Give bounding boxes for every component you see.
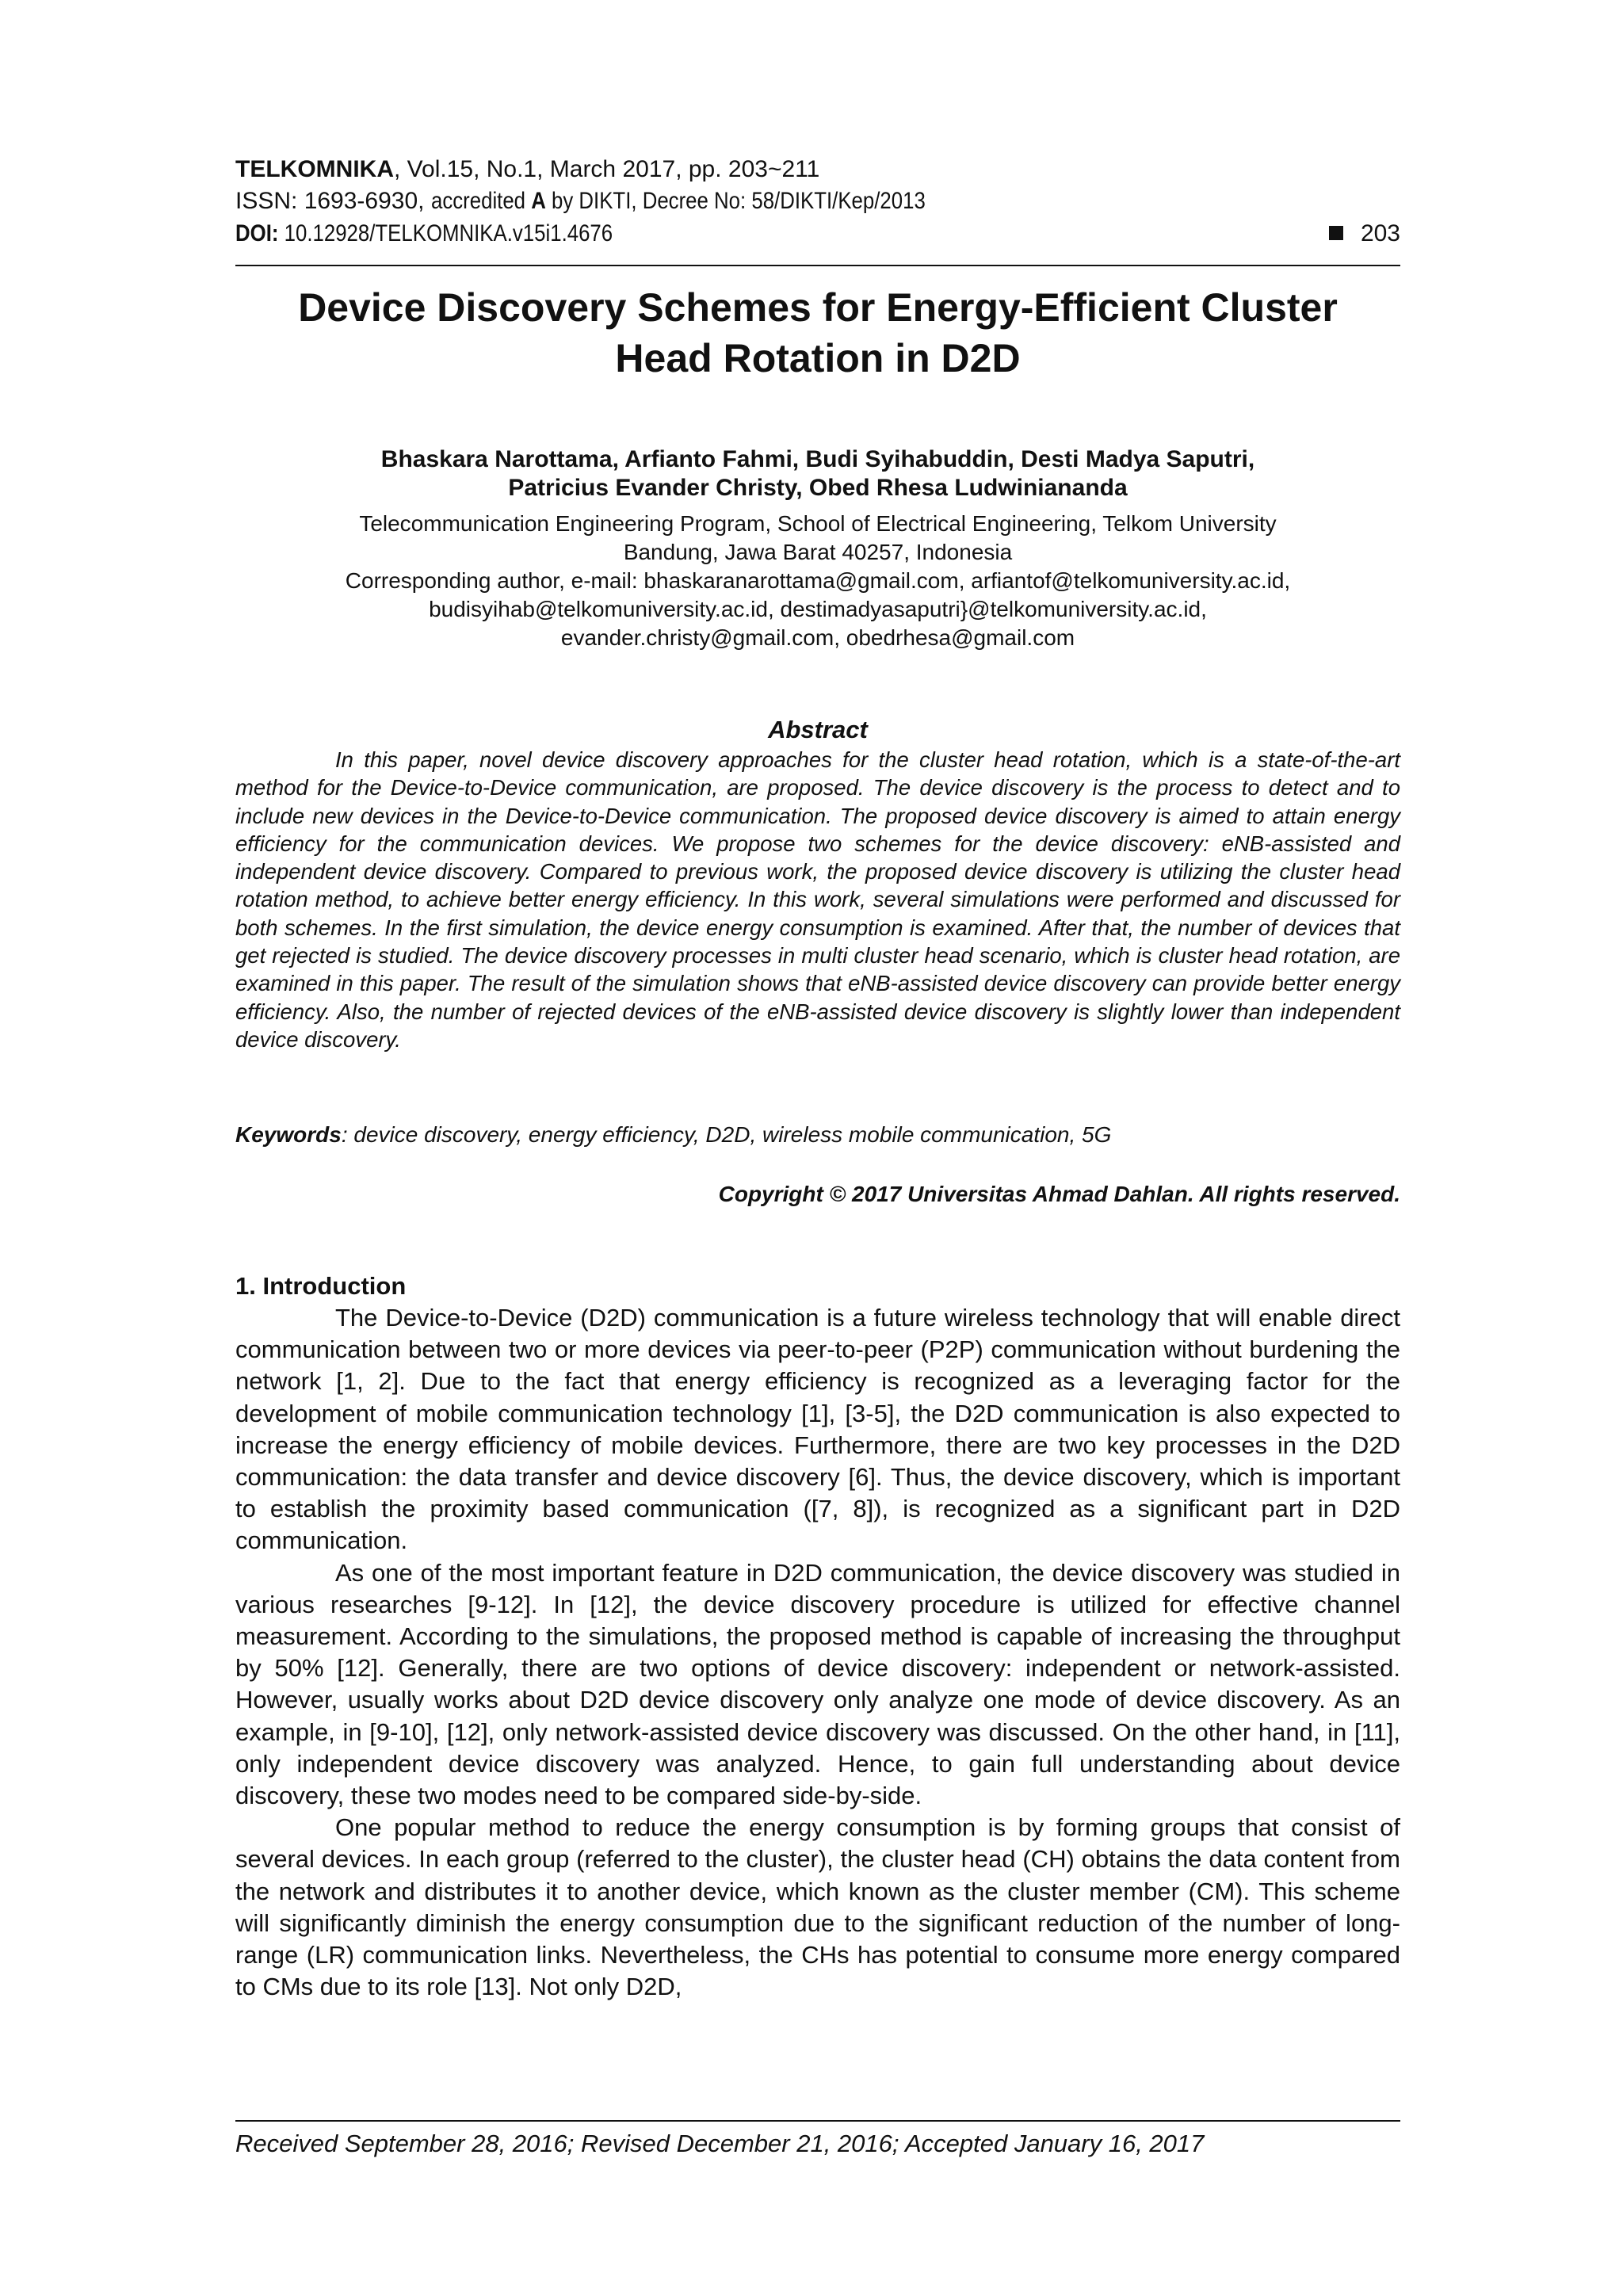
page-number: 203 xyxy=(1329,220,1400,248)
issn: ISSN: 1693-6930, xyxy=(235,188,431,214)
square-bullet-icon xyxy=(1329,226,1343,240)
keywords-label: Keywords xyxy=(235,1122,342,1147)
paragraph: As one of the most important feature in D2D communication, the device discovery was studied in various researches [9-12]. In [12], the device discovery procedure is utilized for effective channel measurement. According to the simulations, the proposed method is capable of increasing the throughput by 50% [12]. Generally, there are two options of device discovery: independent or network-assisted. However, usually works about D2D device discovery only analyze one mode of device discovery. As an example, in [9-10], [12], only network-assisted device discovery was discussed. On the other hand, in [11], only independent device discovery was analyzed. Hence, to gain full understanding about device discovery, these two modes need to be compared side-by-side. xyxy=(235,1558,1400,1810)
footer-rule xyxy=(235,2120,1400,2122)
introduction-body xyxy=(235,1302,1400,2003)
accreditation: accredited A by DIKTI, Decree No: 58/DIKTI/Kep/2013 xyxy=(430,188,926,214)
journal-volume: , Vol.15, No.1, March 2017, pp. 203~211 xyxy=(393,156,820,182)
journal-citation xyxy=(235,155,1400,184)
paragraph: One popular method to reduce the energy consumption is by forming groups that consist of several devices. In each group (referred to the cluster), the cluster head (CH) obtains the data content from the network and distributes it to another device, which known as the cluster member (CM). This scheme will significantly diminish the energy consumption due to the significant reduction of the number of long-range (LR) communication links. Nevertheless, the CHs has potential to consume more energy compared to CMs due to its role [13]. Not only D2D, xyxy=(235,1813,1400,2001)
section-heading-introduction: 1. Introduction xyxy=(235,1272,407,1300)
affiliation: Telecommunication Engineering Program, School of Electrical Engineering, Telkom University Bandung, Jawa Barat 40257, Indonesia Corresponding author, e-mail: bhaskaranarottama@gmail.com, arfiantof@telkomuniversity.ac.id, budisyihab@telkomuniversity.ac.id, destimadyasaputri}@telkomuniversity.ac.id, evander.christy@gmail.com, obedrhesa@gmail.com xyxy=(345,511,1291,650)
doi-line xyxy=(235,220,1400,248)
abstract-heading: Abstract xyxy=(768,716,868,743)
copyright-notice: Copyright © 2017 Universitas Ahmad Dahlan. All rights reserved. xyxy=(718,1182,1400,1206)
abstract-text: In this paper, novel device discovery approaches for the cluster head rotation, which is a state-of-the-art method for the Device-to-Device communication, are proposed. The device discovery is the process to detect and to include new devices in the Device-to-Device communication. The proposed device discovery is aimed to attain energy efficiency for the communication devices. We propose two schemes for the device discovery: eNB-assisted and independent device discovery. Compared to previous work, the proposed device discovery is utilizing the cluster head rotation method, to achieve better energy efficiency. In this work, several simulations were performed and discussed for both schemes. In the first simulation, the device energy consumption is examined. After that, the number of devices that get rejected is studied. The device discovery processes in multi cluster head scenario, which is cluster head rotation, are examined in this paper. The result of the simulation shows that eNB-assisted device discovery can provide better energy efficiency. Also, the number of rejected devices of the eNB-assisted device discovery is slightly lower than independent device discovery. xyxy=(235,747,1400,1052)
keywords xyxy=(235,1121,1400,1149)
keywords-text: : device discovery, energy efficiency, D2D, wireless mobile communication, 5G xyxy=(341,1122,1112,1147)
paragraph: The Device-to-Device (D2D) communication is a future wireless technology that will enable direct communication between two or more devices via peer-to-peer (P2P) communication without burdening the network [1, 2]. Due to the fact that energy efficiency is recognized as a leveraging factor for the development of mobile communication technology [1], [3-5], the D2D communication is also expected to increase the energy efficiency of mobile devices. Furthermore, there are two key processes in the D2D communication: the data transfer and device discovery [6]. Thus, the device discovery, which is important to establish the proximity based communication ([7, 8]), is recognized as a significant part in D2D communication. xyxy=(235,1304,1400,1555)
doi: DOI: 10.12928/TELKOMNIKA.v15i1.4676 xyxy=(235,220,613,246)
issn-line xyxy=(235,187,1400,216)
received-dates: Received September 28, 2016; Revised December 21, 2016; Accepted January 16, 2017 xyxy=(235,2130,1205,2157)
journal-name: TELKOMNIKA xyxy=(235,156,394,182)
paper-title: Device Discovery Schemes for Energy-Efficient Cluster Head Rotation in D2D xyxy=(298,285,1338,380)
author-list: Bhaskara Narottama, Arfianto Fahmi, Budi Syihabuddin, Desti Madya Saputri, Patricius Evander Christy, Obed Rhesa Ludwiniananda xyxy=(380,446,1255,501)
header-rule xyxy=(235,265,1400,266)
